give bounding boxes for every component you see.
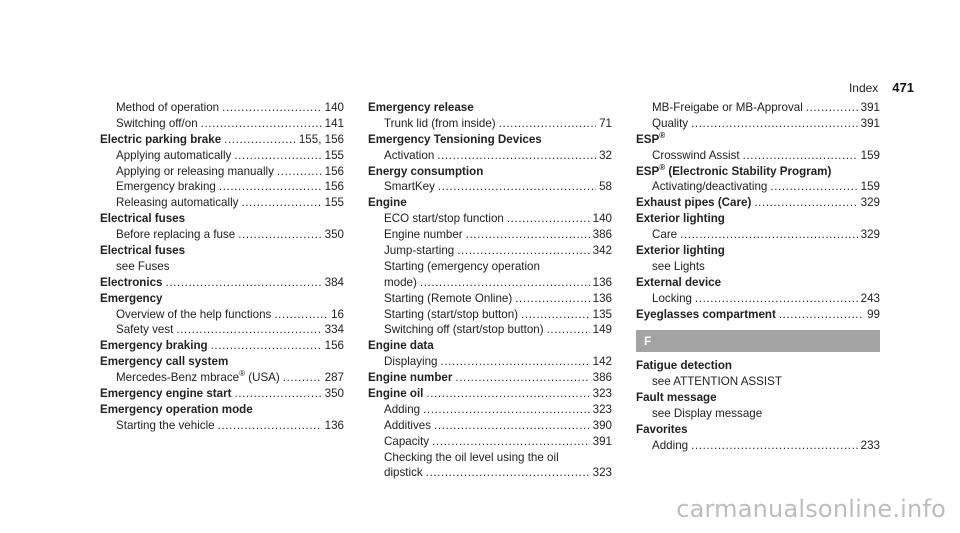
index-entry <box>636 148 880 164</box>
dot-leader <box>224 132 296 148</box>
index-entry <box>368 116 612 132</box>
index-entry <box>100 259 344 275</box>
index-column-3-entries <box>636 100 880 322</box>
index-entry <box>100 148 344 164</box>
page-reference: 136 <box>592 275 612 289</box>
page-reference: 136 <box>592 291 612 305</box>
index-entry <box>100 211 344 227</box>
entry-text: Method of operation <box>116 101 220 114</box>
dot-leader <box>754 195 857 211</box>
index-entry <box>636 307 880 323</box>
index-entry <box>100 402 344 418</box>
index-entry <box>368 227 612 243</box>
entry-text: see ATTENTION ASSIST <box>652 375 782 389</box>
dot-leader <box>211 338 322 354</box>
index-entry <box>100 354 344 370</box>
index-entry <box>368 370 612 386</box>
entry-text: Starting (start/stop button) <box>384 307 519 321</box>
index-entry <box>636 275 880 291</box>
index-entry <box>636 116 880 132</box>
entry-text: Overview of the help functions <box>116 307 272 321</box>
dot-leader <box>219 179 322 195</box>
entry-text: Switching off/on <box>116 116 198 130</box>
index-entry <box>636 422 880 438</box>
entry-text: Crosswind Assist <box>652 148 740 162</box>
index-column-1 <box>100 100 344 434</box>
entry-text: Adding <box>384 402 421 416</box>
index-entry <box>368 307 612 323</box>
page-reference: 140 <box>324 101 344 114</box>
index-entry <box>368 195 612 211</box>
entry-text: Starting (Remote Online) <box>384 291 513 305</box>
index-entry <box>636 259 880 275</box>
index-entry <box>368 291 612 307</box>
dot-leader <box>437 148 596 164</box>
entry-text: Emergency operation mode <box>100 402 253 416</box>
dot-leader <box>176 322 321 338</box>
index-entry <box>100 322 344 338</box>
dot-leader <box>423 402 590 418</box>
page-reference: 329 <box>860 228 880 242</box>
page-reference: 155 <box>324 196 344 210</box>
entry-text: Trunk lid (from inside) <box>384 116 496 130</box>
page-reference: 140 <box>592 212 612 226</box>
entry-text: External device <box>636 275 722 289</box>
page-reference: 159 <box>860 180 880 194</box>
index-entry <box>368 386 612 402</box>
index-entry <box>100 386 344 402</box>
index-entry <box>100 132 344 148</box>
dot-leader <box>201 116 322 132</box>
index-column-3-section-entries <box>636 358 880 453</box>
dot-leader <box>770 179 857 195</box>
index-entry <box>368 354 612 370</box>
entry-text: Starting the vehicle <box>116 418 215 432</box>
page-reference: 71 <box>599 116 612 130</box>
entry-text: Electrical fuses <box>100 212 186 226</box>
page-reference: 155 <box>324 148 344 162</box>
page-reference: 233 <box>860 438 880 452</box>
entry-text: Releasing automatically <box>116 196 239 210</box>
entry-text: Activation <box>384 148 435 162</box>
index-entry <box>368 402 612 418</box>
index-entry <box>368 164 612 180</box>
dot-leader <box>743 148 858 164</box>
page-reference: 243 <box>860 291 880 305</box>
page-reference: 386 <box>592 228 612 242</box>
entry-text: Applying automatically <box>116 148 232 162</box>
index-entry <box>100 179 344 195</box>
page-reference: 384 <box>324 275 344 289</box>
dot-leader <box>691 438 858 454</box>
entry-text: MB-Freigabe or MB-Approval <box>652 101 803 114</box>
index-column-2 <box>368 100 612 481</box>
index-entry <box>636 179 880 195</box>
index-entry <box>100 227 344 243</box>
entry-text: Additives <box>384 418 432 432</box>
dot-leader <box>695 291 858 307</box>
entry-text: Exterior lighting <box>636 244 725 258</box>
entry-text: Fatigue detection <box>636 359 732 373</box>
index-entry <box>636 291 880 307</box>
entry-text: ESP® (Electronic Stability Program) <box>636 162 832 178</box>
entry-text: Locking <box>652 291 692 305</box>
page-reference: 58 <box>599 180 612 194</box>
index-entry <box>636 227 880 243</box>
entry-text: Electric parking brake <box>100 132 222 146</box>
index-entry <box>368 179 612 195</box>
entry-text: Safety vest <box>116 323 174 337</box>
page-reference: 159 <box>860 148 880 162</box>
page-reference: 323 <box>592 402 612 416</box>
dot-leader <box>166 275 322 291</box>
index-entry <box>368 322 612 338</box>
dot-leader <box>466 227 590 243</box>
entry-text: Emergency release <box>368 101 474 114</box>
dot-leader <box>547 322 590 338</box>
page-reference: 390 <box>592 418 612 432</box>
index-entry <box>368 148 612 164</box>
entry-text: see Display message <box>652 407 763 421</box>
entry-text: Emergency Tensioning Devices <box>368 132 542 146</box>
page-reference: 136 <box>324 418 344 432</box>
page-reference: 323 <box>592 466 612 480</box>
entry-text: Engine number <box>368 371 453 385</box>
page-reference: 350 <box>324 387 344 401</box>
entry-text: Emergency braking <box>116 180 216 194</box>
page-reference: 287 <box>324 371 344 385</box>
entry-text: Adding <box>652 438 689 452</box>
entry-text: Energy consumption <box>368 164 484 178</box>
index-entry <box>636 406 880 422</box>
dot-leader <box>438 179 596 195</box>
index-entry <box>100 195 344 211</box>
dot-leader <box>455 370 589 386</box>
index-entry <box>368 450 612 466</box>
index-entry <box>368 243 612 259</box>
index-column-3 <box>636 100 880 454</box>
entry-text: dipstick <box>384 466 423 480</box>
index-entry <box>636 164 880 180</box>
index-entry <box>368 259 612 275</box>
dot-leader <box>222 100 322 116</box>
index-entry <box>100 418 344 434</box>
index-entry <box>100 275 344 291</box>
entry-text: see Fuses <box>116 259 170 273</box>
entry-text: Starting (emergency operation <box>384 259 540 273</box>
dot-leader <box>426 465 590 481</box>
index-entry <box>100 338 344 354</box>
dot-leader <box>806 100 858 116</box>
page-number: 471 <box>892 80 914 95</box>
entry-text: Applying or releasing manually <box>116 164 274 178</box>
dot-leader <box>277 164 322 180</box>
entry-text: Capacity <box>384 434 430 448</box>
page-reference: 32 <box>599 148 612 162</box>
entry-text: Favorites <box>636 423 688 437</box>
dot-leader <box>521 307 590 323</box>
page-reference: 149 <box>592 323 612 337</box>
dot-leader <box>283 370 322 386</box>
dot-leader <box>234 386 321 402</box>
page-reference: 156 <box>324 339 344 353</box>
dot-leader <box>234 148 321 164</box>
dot-leader <box>432 434 590 450</box>
page-reference: 391 <box>860 101 880 114</box>
page-reference: 329 <box>860 196 880 210</box>
entry-text: Mercedes-Benz mbrace® (USA) <box>116 369 280 385</box>
index-entry <box>368 465 612 481</box>
dot-leader <box>441 354 590 370</box>
index-entry <box>100 307 344 323</box>
entry-text: Displaying <box>384 355 438 369</box>
dot-leader <box>507 211 590 227</box>
page-reference: 142 <box>592 355 612 369</box>
entry-text: Exterior lighting <box>636 212 725 226</box>
entry-text: Care <box>652 228 678 242</box>
index-entry <box>636 195 880 211</box>
index-entry <box>368 132 612 148</box>
index-entry <box>368 211 612 227</box>
entry-text: Engine data <box>368 339 434 353</box>
index-entry <box>100 243 344 259</box>
index-entry <box>636 243 880 259</box>
entry-text: Quality <box>652 116 689 130</box>
entry-text: Engine number <box>384 228 463 242</box>
page-reference: 135 <box>592 307 612 321</box>
dot-leader <box>680 227 858 243</box>
page-header <box>849 80 914 95</box>
entry-text: SmartKey <box>384 180 435 194</box>
index-entry <box>636 132 880 148</box>
dot-leader <box>434 418 590 434</box>
entry-text: Electrical fuses <box>100 244 186 258</box>
section-letter-bar: F <box>636 330 880 352</box>
page-reference: 350 <box>324 228 344 242</box>
index-entry <box>100 116 344 132</box>
dot-leader <box>426 386 589 402</box>
entry-text: Electronics <box>100 275 163 289</box>
index-entry <box>368 275 612 291</box>
dot-leader <box>779 307 864 323</box>
index-entry <box>368 338 612 354</box>
index-entry <box>636 374 880 390</box>
watermark: carmanualsonline.info <box>676 495 946 523</box>
entry-text: Switching off (start/stop button) <box>384 323 544 337</box>
index-entry <box>636 358 880 374</box>
page-reference: 156 <box>324 180 344 194</box>
index-entry <box>368 100 612 116</box>
page-reference: 156 <box>324 164 344 178</box>
dot-leader <box>515 291 589 307</box>
entry-text: ECO start/stop function <box>384 212 504 226</box>
dot-leader <box>238 227 321 243</box>
page-reference: 99 <box>867 307 880 321</box>
page-reference: 391 <box>860 116 880 130</box>
entry-text: Jump-starting <box>384 244 455 258</box>
dot-leader <box>420 275 590 291</box>
dot-leader <box>218 418 322 434</box>
entry-text: Exhaust pipes (Care) <box>636 196 752 210</box>
header-label: Index <box>848 81 879 95</box>
dot-leader <box>499 116 596 132</box>
entry-text: Emergency braking <box>100 339 208 353</box>
index-entry <box>368 418 612 434</box>
index-entry <box>368 434 612 450</box>
page-reference: 386 <box>592 371 612 385</box>
index-entry <box>636 438 880 454</box>
dot-leader <box>457 243 589 259</box>
entry-text: see Lights <box>652 259 705 273</box>
index-entry <box>100 291 344 307</box>
index-entry <box>100 100 344 116</box>
entry-text: Engine <box>368 196 407 210</box>
page-reference: 16 <box>331 307 344 321</box>
page-reference: 334 <box>324 323 344 337</box>
entry-text: Activating/deactivating <box>652 180 768 194</box>
page-reference: 342 <box>592 244 612 258</box>
page-reference: 323 <box>592 387 612 401</box>
entry-text: Eyeglasses compartment <box>636 307 776 321</box>
entry-text: Emergency engine start <box>100 387 232 401</box>
entry-text: Checking the oil level using the oil <box>384 450 559 464</box>
entry-text: Emergency call system <box>100 355 229 369</box>
index-entry <box>636 211 880 227</box>
entry-text: Fault message <box>636 391 717 405</box>
index-entry <box>636 100 880 116</box>
entry-text: mode) <box>384 275 417 289</box>
entry-text: Engine oil <box>368 387 424 401</box>
dot-leader <box>274 307 328 323</box>
index-entry <box>636 390 880 406</box>
index-entry <box>100 370 344 386</box>
dot-leader <box>241 195 321 211</box>
dot-leader <box>691 116 858 132</box>
entry-text: Before replacing a fuse <box>116 228 236 242</box>
page-reference: 155, 156 <box>298 132 344 146</box>
page-reference: 391 <box>592 434 612 448</box>
index-entry <box>100 164 344 180</box>
entry-text: Emergency <box>100 291 163 305</box>
page-reference: 141 <box>324 116 344 130</box>
entry-text: ESP® <box>636 130 666 146</box>
